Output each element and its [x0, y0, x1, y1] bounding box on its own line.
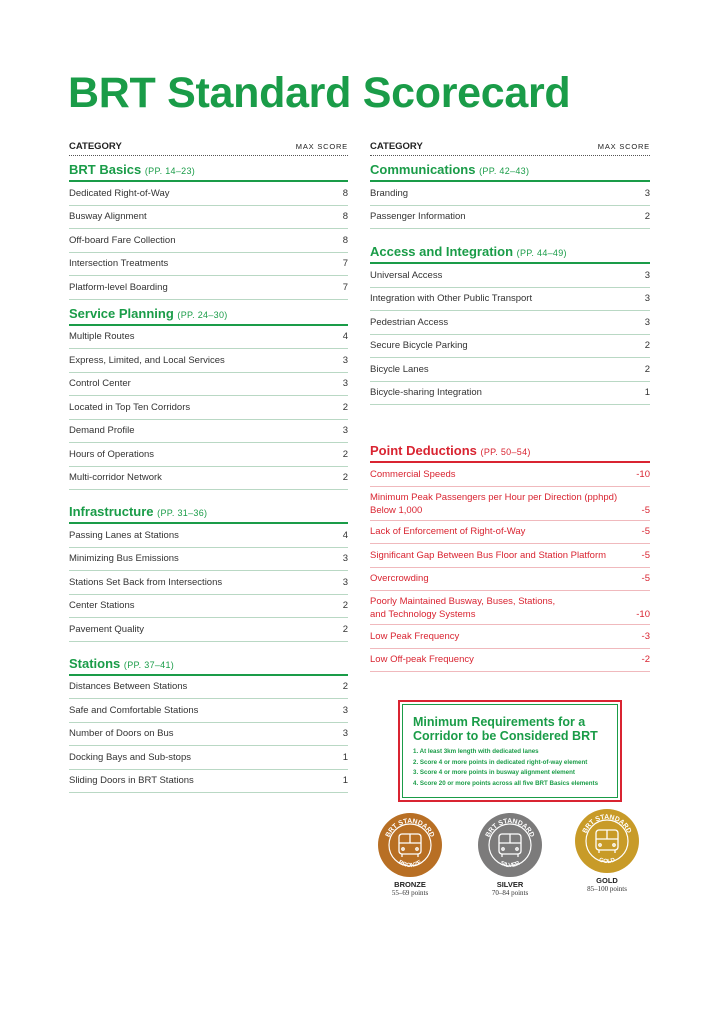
- right-column: [370, 138, 650, 672]
- left-column: [69, 138, 348, 793]
- criterion-label: Located in Top Ten Corridors: [69, 401, 191, 413]
- max-score-value: 2: [342, 401, 348, 413]
- max-score-header: MAX SCORE: [597, 142, 650, 151]
- score-list: [370, 182, 650, 229]
- max-score-value: 2: [342, 600, 348, 612]
- score-row: [69, 182, 348, 206]
- silver-badge: [470, 812, 550, 897]
- section-communications: Communications (PP. 42–43): [370, 159, 650, 182]
- max-score-value: 3: [644, 316, 650, 328]
- criterion-label: Bicycle-sharing Integration: [370, 387, 482, 399]
- bronze-badge: [370, 812, 450, 897]
- deduction-row: [370, 544, 650, 568]
- column-header: [370, 138, 650, 156]
- section-service-planning: Service Planning (PP. 24–30): [69, 303, 348, 326]
- minimum-requirements-title: Minimum Requirements for a Corridor to be Considered BRT: [413, 715, 598, 743]
- section-access-integration: Access and Integration (PP. 44–49): [370, 241, 650, 264]
- max-score-value: -2: [641, 654, 650, 666]
- score-row: [370, 182, 650, 206]
- max-score-value: -5: [641, 549, 650, 561]
- badge-name: BRONZE: [394, 880, 426, 889]
- max-score-value: 3: [342, 553, 348, 565]
- score-row: [69, 349, 348, 373]
- criterion-label: Lack of Enforcement of Right-of-Way: [370, 526, 526, 538]
- criterion-label: Low Off-peak Frequency: [370, 654, 474, 666]
- criterion-label: Dedicated Right-of-Way: [69, 187, 170, 199]
- criterion-label: Branding: [370, 187, 409, 199]
- max-score-value: 2: [644, 340, 650, 352]
- page-title: BRT Standard Scorecard: [68, 69, 571, 117]
- max-score-value: 8: [342, 187, 348, 199]
- max-score-value: 3: [644, 293, 650, 305]
- score-row: [69, 571, 348, 595]
- criterion-label: Busway Alignment: [69, 211, 147, 223]
- max-score-value: 3: [644, 187, 650, 199]
- criterion-label: Minimizing Bus Emissions: [69, 553, 179, 565]
- max-score-value: 1: [342, 775, 348, 787]
- medal-ring-text-top: BRT STANDARD: [484, 817, 536, 839]
- criterion-label: Overcrowding: [370, 573, 429, 585]
- deduction-row: [370, 521, 650, 545]
- score-row: [69, 595, 348, 619]
- medal-ring-text-top: BRT STANDARD: [384, 817, 436, 839]
- criterion-label: Minimum Peak Passengers per Hour per Direction (pphpd) Below 1,000: [370, 491, 618, 516]
- max-score-header: MAX SCORE: [295, 142, 348, 151]
- criterion-label: Bicycle Lanes: [370, 363, 429, 375]
- score-row: [69, 420, 348, 444]
- criterion-label: Passing Lanes at Stations: [69, 529, 179, 541]
- criterion-label: Multi-corridor Network: [69, 472, 162, 484]
- max-score-value: 4: [342, 529, 348, 541]
- criterion-label: Integration with Other Public Transport: [370, 293, 533, 305]
- max-score-value: 3: [644, 269, 650, 281]
- requirement-item: 4. Score 20 or more points across all five BRT Basics elements: [413, 779, 599, 787]
- deduction-row: [370, 568, 650, 592]
- score-row: [69, 746, 348, 770]
- score-row: [69, 770, 348, 794]
- criterion-label: Low Peak Frequency: [370, 630, 460, 642]
- criterion-label: Universal Access: [370, 269, 443, 281]
- criterion-label: Pedestrian Access: [370, 316, 449, 328]
- criterion-label: Secure Bicycle Parking: [370, 340, 468, 352]
- score-row: [69, 467, 348, 491]
- section-stations: Stations (PP. 37–41): [69, 653, 348, 676]
- score-list: [69, 524, 348, 642]
- score-row: [370, 358, 650, 382]
- criterion-label: Poorly Maintained Busway, Buses, Stations, and Technology Systems: [370, 596, 556, 620]
- criterion-label: Pavement Quality: [69, 623, 144, 635]
- deduction-row: [370, 463, 650, 487]
- max-score-value: 3: [342, 704, 348, 716]
- max-score-value: -5: [641, 573, 650, 585]
- max-score-value: 2: [644, 363, 650, 375]
- max-score-value: 3: [342, 425, 348, 437]
- criterion-label: Docking Bays and Sub-stops: [69, 751, 191, 763]
- score-row: [69, 699, 348, 723]
- badge-name: SILVER: [496, 880, 524, 889]
- medal-icon: [377, 812, 443, 878]
- score-row: [69, 524, 348, 548]
- max-score-value: 2: [644, 211, 650, 223]
- score-row: [69, 676, 348, 700]
- minimum-requirements-box: [398, 700, 622, 802]
- max-score-value: -10: [636, 609, 650, 620]
- medal-ring-text-bottom: GOLD: [597, 857, 617, 866]
- gold-badge: [567, 808, 647, 893]
- deduction-row: [370, 591, 650, 625]
- criterion-label: Multiple Routes: [69, 331, 135, 343]
- score-row: [69, 548, 348, 572]
- deduction-row: [370, 487, 650, 521]
- max-score-value: -5: [641, 504, 650, 516]
- criterion-label: Stations Set Back from Intersections: [69, 576, 223, 588]
- score-list: [69, 676, 348, 794]
- score-row: [370, 382, 650, 406]
- criterion-label: Express, Limited, and Local Services: [69, 354, 225, 366]
- score-row: [370, 335, 650, 359]
- max-score-value: 2: [342, 623, 348, 635]
- score-row: [370, 206, 650, 230]
- score-row: [69, 443, 348, 467]
- score-row: [69, 229, 348, 253]
- badge-points: 55–69 points: [391, 889, 429, 897]
- score-list: [370, 264, 650, 405]
- max-score-value: 7: [342, 281, 348, 293]
- max-score-value: 7: [342, 258, 348, 270]
- max-score-value: 3: [342, 378, 348, 390]
- score-row: [69, 253, 348, 277]
- score-row: [69, 276, 348, 300]
- score-row: [69, 373, 348, 397]
- criterion-label: Platform-level Boarding: [69, 281, 168, 293]
- score-row: [370, 311, 650, 335]
- criterion-label: Safe and Comfortable Stations: [69, 704, 199, 716]
- medal-ring-text-bottom: BRONZE: [397, 859, 423, 870]
- max-score-value: 1: [644, 387, 650, 399]
- criterion-label: Sliding Doors in BRT Stations: [69, 775, 194, 787]
- max-score-value: 1: [342, 751, 348, 763]
- medal-icon: [574, 808, 640, 874]
- category-header: CATEGORY: [370, 141, 423, 152]
- criterion-label: Number of Doors on Bus: [69, 728, 174, 740]
- max-score-value: 3: [342, 576, 348, 588]
- max-score-value: -3: [641, 630, 650, 642]
- criterion-label: Distances Between Stations: [69, 681, 188, 693]
- max-score-value: -10: [636, 468, 650, 480]
- deduction-row: [370, 625, 650, 649]
- badge-points: 85–100 points: [587, 885, 627, 893]
- score-row: [370, 288, 650, 312]
- score-list: [69, 182, 348, 300]
- section-point-deductions: Point Deductions (PP. 50–54): [370, 440, 650, 463]
- category-header: CATEGORY: [69, 141, 122, 152]
- score-row: [370, 264, 650, 288]
- badge-name: GOLD: [596, 876, 618, 885]
- requirement-item: 3. Score 4 or more points in busway alignment element: [413, 769, 575, 776]
- max-score-value: -5: [641, 526, 650, 538]
- criterion-label: Commercial Speeds: [370, 468, 456, 480]
- badge-points: 70–84 points: [491, 889, 529, 897]
- criterion-label: Demand Profile: [69, 425, 135, 437]
- section-infrastructure: Infrastructure (PP. 31–36): [69, 501, 348, 524]
- medal-ring-text-top: BRT STANDARD: [581, 813, 633, 835]
- max-score-value: 2: [342, 472, 348, 484]
- medal-icon: [477, 812, 543, 878]
- max-score-value: 3: [342, 728, 348, 740]
- criterion-label: Center Stations: [69, 600, 135, 612]
- section-brt-basics: BRT Basics (PP. 14–23): [69, 159, 348, 182]
- score-row: [69, 618, 348, 642]
- max-score-value: 2: [342, 681, 348, 693]
- criterion-label: Passenger Information: [370, 211, 466, 223]
- medal-ring-text-bottom: SILVER: [498, 860, 522, 870]
- score-row: [69, 206, 348, 230]
- requirement-item: 1. At least 3km length with dedicated lanes: [413, 748, 539, 755]
- score-row: [69, 396, 348, 420]
- max-score-value: 8: [342, 211, 348, 223]
- max-score-value: 4: [342, 331, 348, 343]
- score-list: [370, 463, 650, 672]
- criterion-label: Off-board Fare Collection: [69, 234, 176, 246]
- criterion-label: Hours of Operations: [69, 448, 155, 460]
- max-score-value: 8: [342, 234, 348, 246]
- max-score-value: 3: [342, 354, 348, 366]
- score-row: [69, 326, 348, 350]
- criterion-label: Significant Gap Between Bus Floor and Station Platform: [370, 549, 607, 561]
- criterion-label: Control Center: [69, 378, 131, 390]
- max-score-value: 2: [342, 448, 348, 460]
- column-header: [69, 138, 348, 156]
- criterion-label: Intersection Treatments: [69, 258, 169, 270]
- score-list: [69, 326, 348, 491]
- requirement-item: 2. Score 4 or more points in dedicated right-of-way element: [413, 758, 588, 766]
- deduction-row: [370, 649, 650, 673]
- score-row: [69, 723, 348, 747]
